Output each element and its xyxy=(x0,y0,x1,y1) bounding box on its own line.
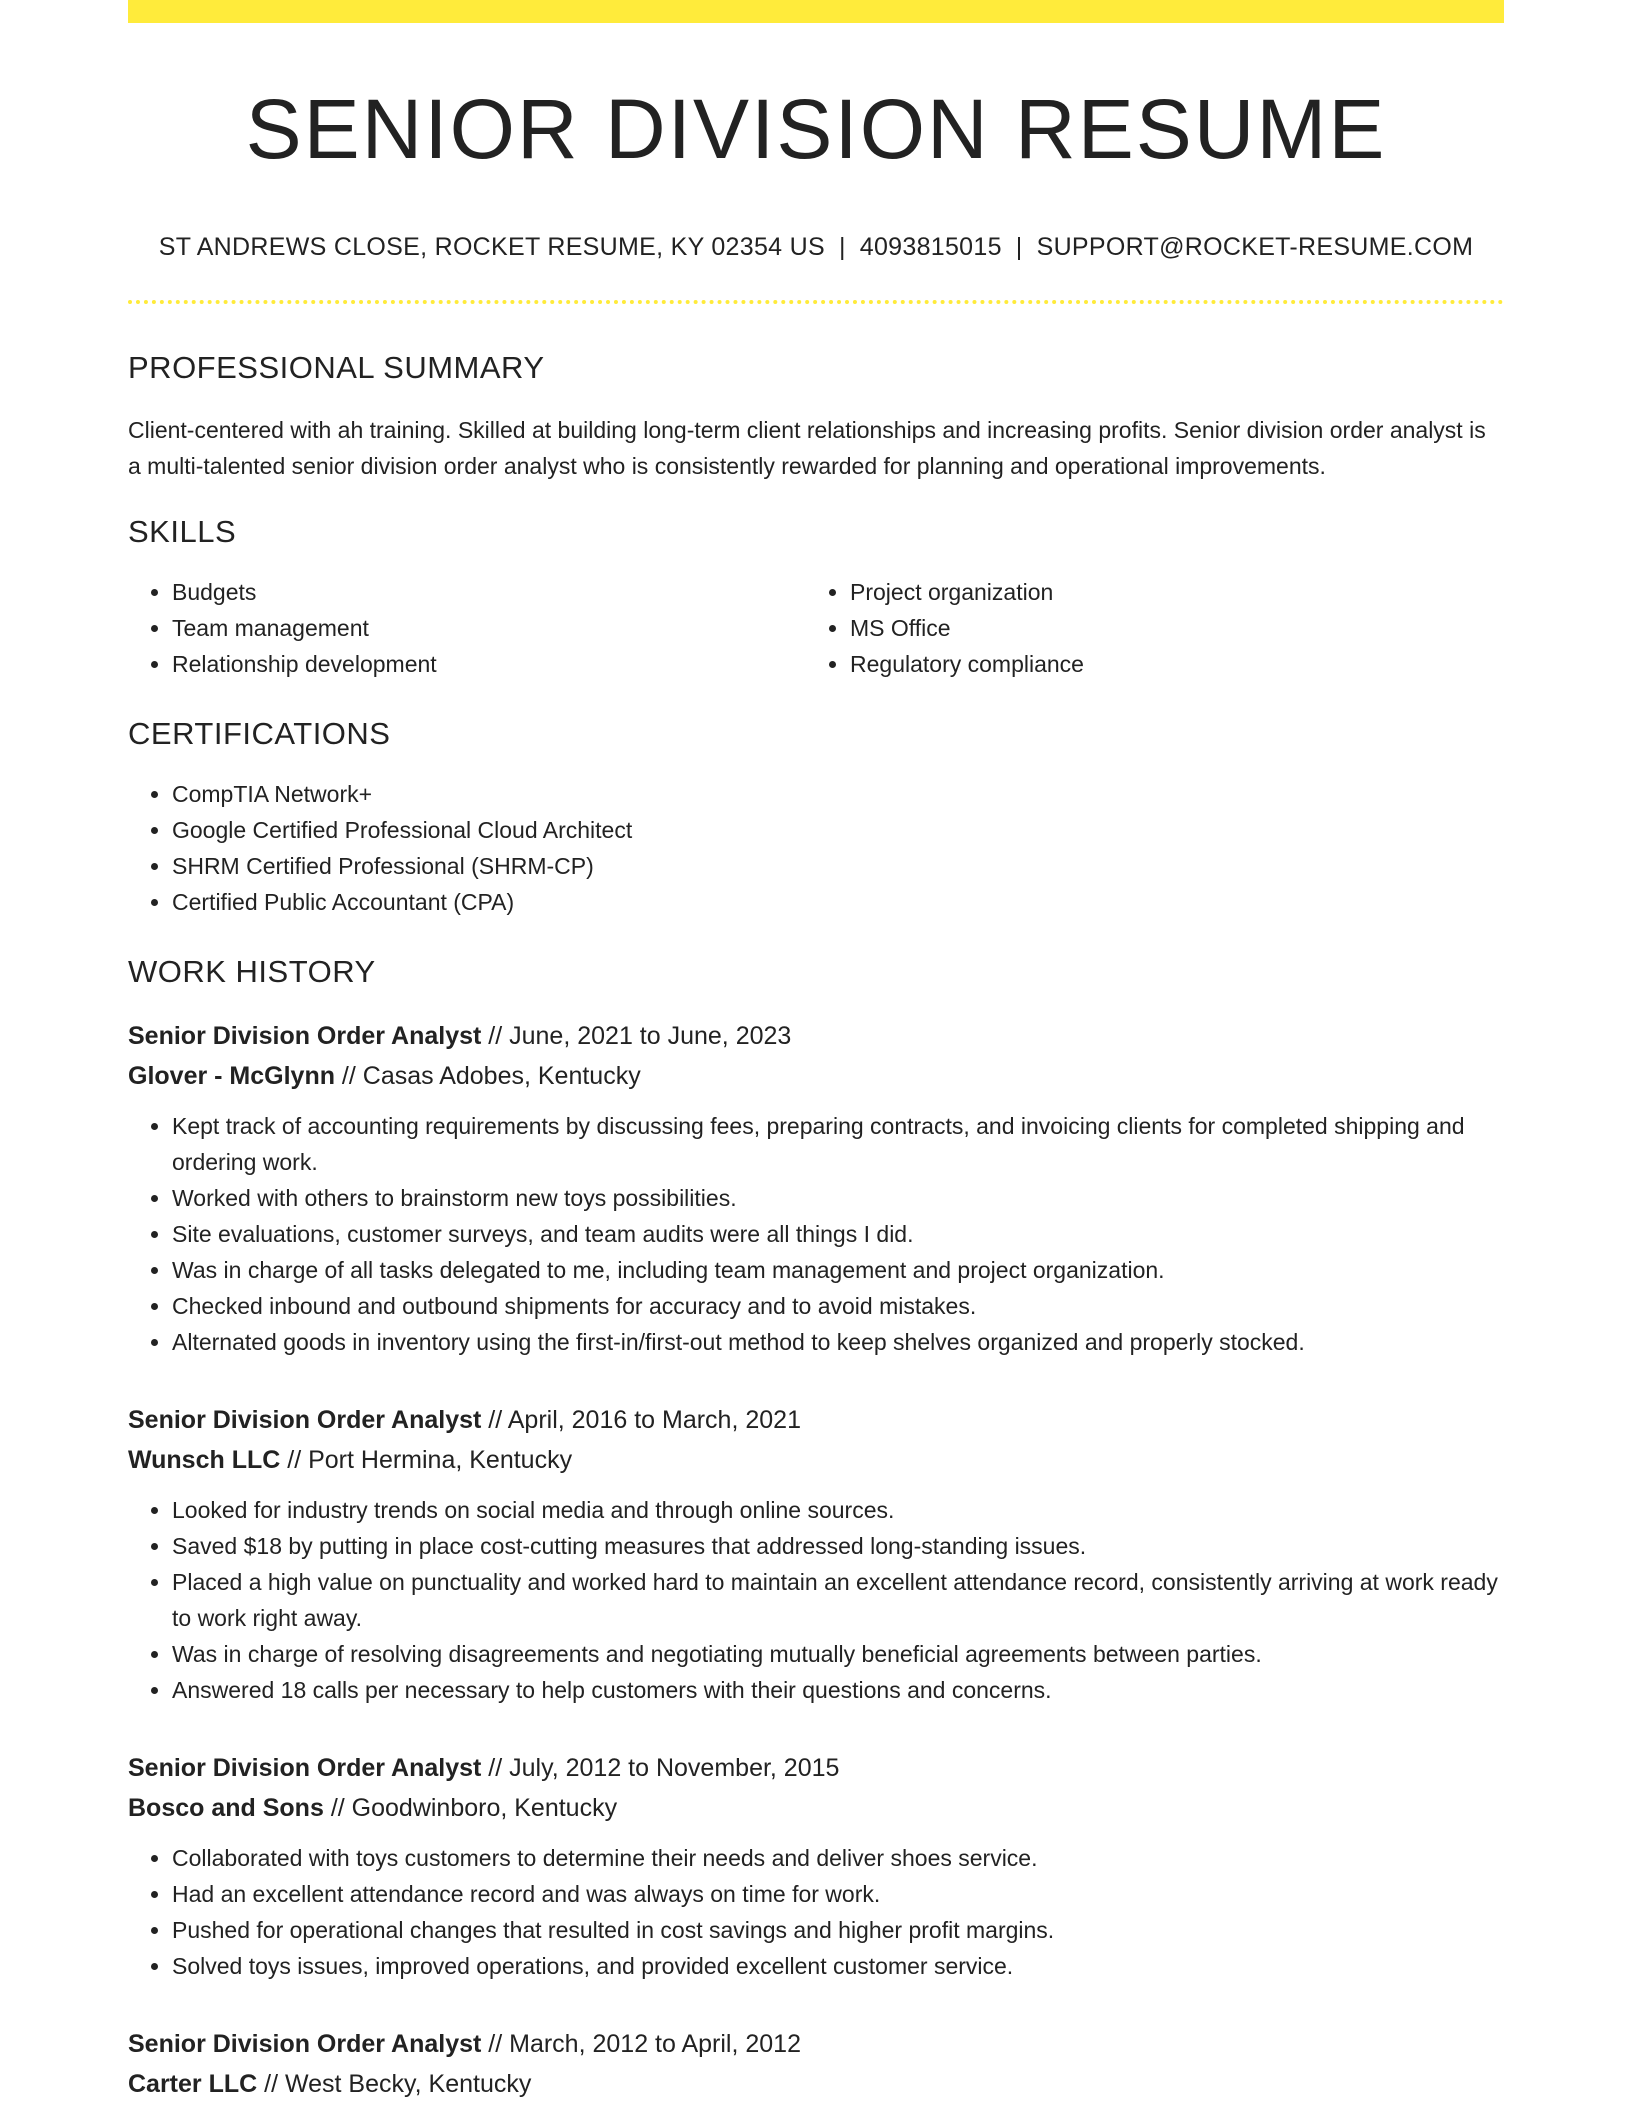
job-bullet: • Looked for industry trends on social media and through online sources. xyxy=(172,1492,1504,1528)
resume-page xyxy=(128,0,1504,2104)
job-company: Bosco and Sons xyxy=(128,1794,324,1823)
job-title-line xyxy=(128,1400,1504,1440)
job-bullet: • Answered 18 calls per necessary to help customers with their questions and concerns. xyxy=(172,1672,1504,1708)
job-company-line xyxy=(128,1440,1504,1480)
contact-email: SUPPORT@ROCKET-RESUME.COM xyxy=(1036,233,1474,262)
certifications-heading: CERTIFICATIONS xyxy=(128,716,391,752)
certification-item: • Certified Public Accountant (CPA) xyxy=(172,884,1504,920)
job-title-line xyxy=(128,2024,1504,2064)
job-bullet: • Alternated goods in inventory using the first-in/first-out method to keep shelves organized and properly stocked. xyxy=(172,1324,1504,1360)
job-title-line xyxy=(128,1016,1504,1056)
job-title: Senior Division Order Analyst xyxy=(128,2030,482,2059)
job-company-line xyxy=(128,1788,1504,1828)
job-bullet: • Was in charge of resolving disagreements and negotiating mutually beneficial agreements between parties. xyxy=(172,1636,1504,1672)
resume-title: SENIOR DIVISION RESUME xyxy=(245,82,1387,176)
job-bullet: • Worked with others to brainstorm new toys possibilities. xyxy=(172,1180,1504,1216)
job-company: Glover - McGlynn xyxy=(128,1062,335,1091)
job-bullet: • Pushed for operational changes that resulted in cost savings and higher profit margins. xyxy=(172,1912,1504,1948)
top-accent-bar xyxy=(128,0,1504,23)
job-location: // Port Hermina, Kentucky xyxy=(280,1446,573,1475)
certification-item: • CompTIA Network+ xyxy=(172,776,1504,812)
contact-separator: | xyxy=(1015,233,1023,262)
job-bullet: • Placed a high value on punctuality and worked hard to maintain an excellent attendance record, consistently arriving at work ready to work right away. xyxy=(172,1564,1504,1636)
skill-item: • Budgets xyxy=(172,574,806,610)
job-bullets xyxy=(128,1108,1504,1360)
skills-column-left xyxy=(128,574,806,682)
job-company: Carter LLC xyxy=(128,2070,258,2099)
work-history-heading: WORK HISTORY xyxy=(128,954,376,990)
summary-heading: PROFESSIONAL SUMMARY xyxy=(128,350,545,386)
certification-item: • SHRM Certified Professional (SHRM-CP) xyxy=(172,848,1504,884)
contact-line xyxy=(128,233,1504,262)
job-bullet: • Was in charge of all tasks delegated to me, including team management and project organization. xyxy=(172,1252,1504,1288)
job-bullets xyxy=(128,1492,1504,1708)
skills-list-right xyxy=(806,574,1484,682)
job-dates: // June, 2021 to June, 2023 xyxy=(481,1022,792,1051)
job-bullet: • Collaborated with toys customers to determine their needs and deliver shoes service. xyxy=(172,1840,1504,1876)
contact-address: ST ANDREWS CLOSE, ROCKET RESUME, KY 02354 US xyxy=(158,233,825,262)
certifications-list xyxy=(128,776,1504,920)
skill-item: • MS Office xyxy=(850,610,1484,646)
job-company-line xyxy=(128,1056,1504,1096)
job-location: // Casas Adobes, Kentucky xyxy=(334,1062,641,1091)
certification-item: • Google Certified Professional Cloud Architect xyxy=(172,812,1504,848)
job-bullet: • Saved $18 by putting in place cost-cutting measures that addressed long-standing issues. xyxy=(172,1528,1504,1564)
job-bullet: • Kept track of accounting requirements by discussing fees, preparing contracts, and invoicing clients for completed shipping and ordering work. xyxy=(172,1108,1504,1180)
job-dates: // March, 2012 to April, 2012 xyxy=(481,2030,801,2059)
job-title: Senior Division Order Analyst xyxy=(128,1754,482,1783)
header-divider xyxy=(128,300,1504,304)
skills-heading: SKILLS xyxy=(128,514,237,550)
contact-phone: 4093815015 xyxy=(859,233,1002,262)
job-dates: // July, 2012 to November, 2015 xyxy=(481,1754,840,1783)
summary-text: Client-centered with ah training. Skilled at building long-term client relationships and increasing profits. Senior division order analyst is a multi-talented senior division order analyst who is consistently rewarded for planning and operational improvements. xyxy=(128,417,1486,480)
job-bullet: • Checked inbound and outbound shipments for accuracy and to avoid mistakes. xyxy=(172,1288,1504,1324)
job-entry xyxy=(128,2024,1504,2104)
job-title: Senior Division Order Analyst xyxy=(128,1406,482,1435)
job-title: Senior Division Order Analyst xyxy=(128,1022,482,1051)
contact-separator: | xyxy=(838,233,846,262)
job-entry xyxy=(128,1748,1504,1984)
job-entry xyxy=(128,1016,1504,1360)
job-bullet: • Solved toys issues, improved operations, and provided excellent customer service. xyxy=(172,1948,1504,1984)
job-location: // Goodwinboro, Kentucky xyxy=(323,1794,618,1823)
job-company-line xyxy=(128,2064,1504,2104)
skill-item: • Regulatory compliance xyxy=(850,646,1484,682)
skills-column-right xyxy=(806,574,1484,682)
job-bullets xyxy=(128,1840,1504,1984)
job-company: Wunsch LLC xyxy=(128,1446,281,1475)
skills-columns xyxy=(128,574,1504,682)
job-bullet: • Had an excellent attendance record and was always on time for work. xyxy=(172,1876,1504,1912)
skill-item: • Project organization xyxy=(850,574,1484,610)
job-entry xyxy=(128,1400,1504,1708)
job-title-line xyxy=(128,1748,1504,1788)
job-bullet: • Site evaluations, customer surveys, and team audits were all things I did. xyxy=(172,1216,1504,1252)
job-dates: // April, 2016 to March, 2021 xyxy=(481,1406,801,1435)
skills-list-left xyxy=(128,574,806,682)
job-location: // West Becky, Kentucky xyxy=(257,2070,532,2099)
skill-item: • Team management xyxy=(172,610,806,646)
skill-item: • Relationship development xyxy=(172,646,806,682)
